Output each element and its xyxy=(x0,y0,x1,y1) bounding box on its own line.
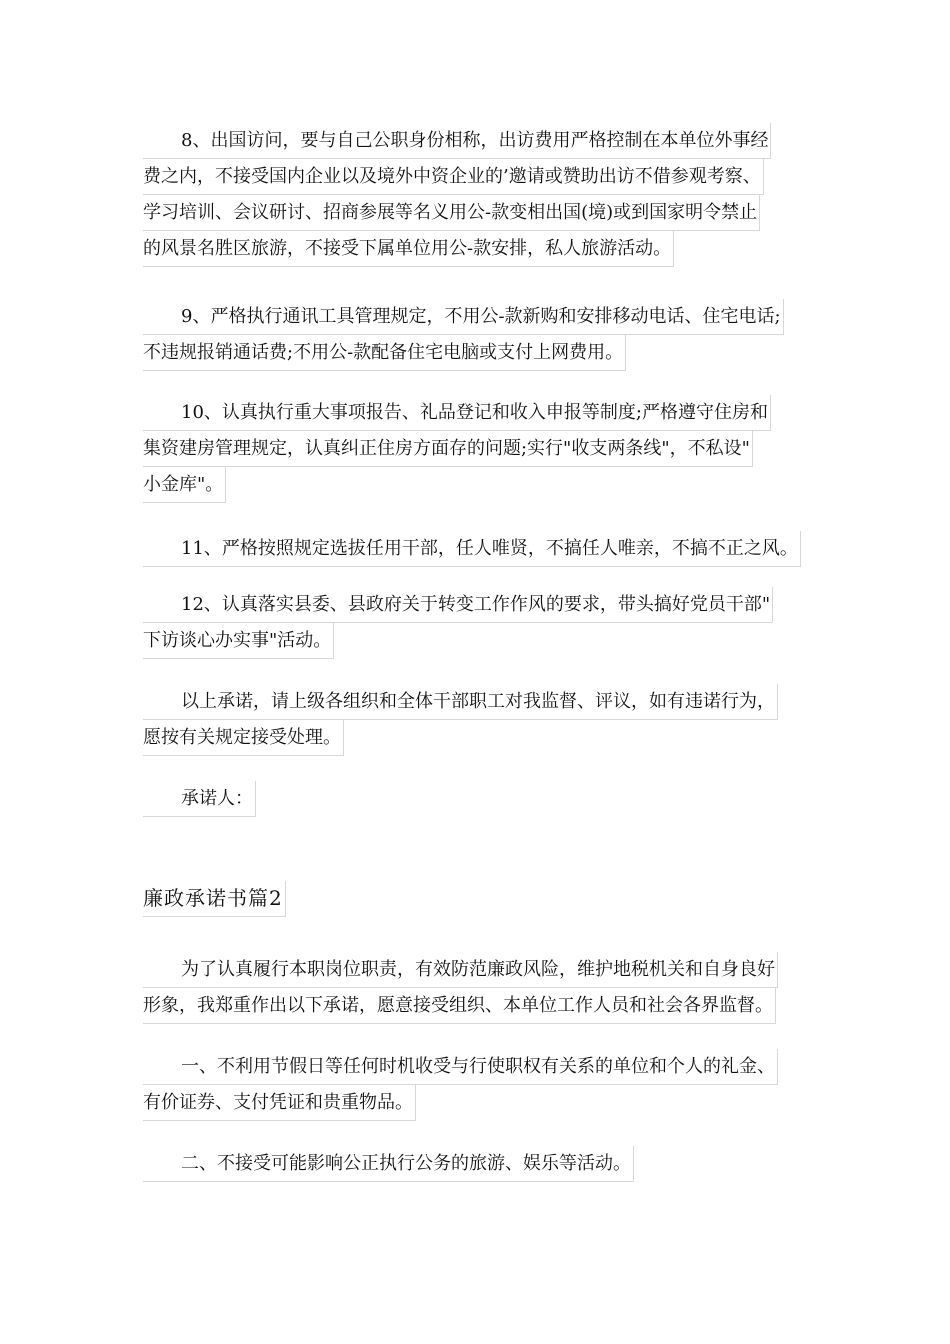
line-text: 二、不接受可能影响公正执行公务的旅游、娱乐等活动。 xyxy=(143,1146,634,1182)
paragraph-signer xyxy=(143,781,807,817)
text-line xyxy=(143,1085,807,1121)
line-text: 费之内，不接受国内企业以及境外中资企业的’邀请或赞助出访不借参观考察、 xyxy=(143,159,764,195)
text-line xyxy=(143,623,807,659)
text-line xyxy=(143,231,807,267)
line-text: 的风景名胜区旅游，不接受下属单位用公-款安排，私人旅游活动。 xyxy=(143,231,674,267)
section-heading xyxy=(143,880,286,916)
paragraph-item-12 xyxy=(143,587,807,659)
paragraph-item-8 xyxy=(143,123,807,267)
text-line xyxy=(143,1049,807,1085)
line-text: 9、严格执行通讯工具管理规定，不用公-款新购和安排移动电话、住宅电话; xyxy=(143,299,784,335)
text-line xyxy=(143,467,807,503)
text-line xyxy=(143,781,807,817)
text-line xyxy=(143,123,807,159)
paragraph-closing xyxy=(143,684,807,756)
line-text: 为了认真履行本职岗位职责，有效防范廉政风险，维护地税机关和自身良好 xyxy=(143,952,778,988)
signer-label: 承诺人： xyxy=(143,781,256,817)
paragraph-item-9 xyxy=(143,299,807,371)
line-text: 下访谈心办实事"活动。 xyxy=(143,623,334,659)
line-text: 学习培训、会议研讨、招商参展等名义用公-款变相出国(境)或到国家明令禁止 xyxy=(143,195,760,231)
text-line xyxy=(143,195,807,231)
line-text: 以上承诺，请上级各组织和全体干部职工对我监督、评议，如有违诺行为， xyxy=(143,684,778,720)
paragraph-intro xyxy=(143,952,807,1024)
text-line xyxy=(143,299,807,335)
line-text: 形象，我郑重作出以下承诺，愿意接受组织、本单位工作人员和社会各界监督。 xyxy=(143,988,776,1024)
line-text: 8、出国访问，要与自己公职身份相称，出访费用严格控制在本单位外事经 xyxy=(143,123,771,159)
text-line xyxy=(143,684,807,720)
line-text: 一、不利用节假日等任何时机收受与行使职权有关系的单位和个人的礼金、 xyxy=(143,1049,778,1085)
text-line xyxy=(143,395,807,431)
line-text: 集资建房管理规定，认真纠正住房方面存的问题;实行"收支两条线"，不私设" xyxy=(143,431,753,467)
paragraph-item-11 xyxy=(143,531,807,567)
text-line xyxy=(143,335,807,371)
text-line xyxy=(143,988,807,1024)
text-line xyxy=(143,587,807,623)
paragraph-item-two xyxy=(143,1146,807,1182)
text-line xyxy=(143,720,807,756)
line-text: 11、严格按照规定选拔任用干部，任人唯贤，不搞任人唯亲，不搞不正之风。 xyxy=(143,531,801,567)
text-line xyxy=(143,159,807,195)
line-text: 12、认真落实县委、县政府关于转变工作作风的要求，带头搞好党员干部" xyxy=(143,587,773,623)
line-text: 小金库"。 xyxy=(143,467,226,503)
text-line xyxy=(143,431,807,467)
paragraph-item-one xyxy=(143,1049,807,1121)
text-line xyxy=(143,531,807,567)
line-text: 愿按有关规定接受处理。 xyxy=(143,720,344,756)
line-text: 不违规报销通话费;不用公-款配备住宅电脑或支付上网费用。 xyxy=(143,335,626,371)
heading-text: 廉政承诺书篇2 xyxy=(143,881,286,917)
line-text: 有价证券、支付凭证和贵重物品。 xyxy=(143,1085,416,1121)
text-line xyxy=(143,952,807,988)
paragraph-item-10 xyxy=(143,395,807,503)
text-line xyxy=(143,1146,807,1182)
line-text: 10、认真执行重大事项报告、礼品登记和收入申报等制度;严格遵守住房和 xyxy=(143,395,771,431)
